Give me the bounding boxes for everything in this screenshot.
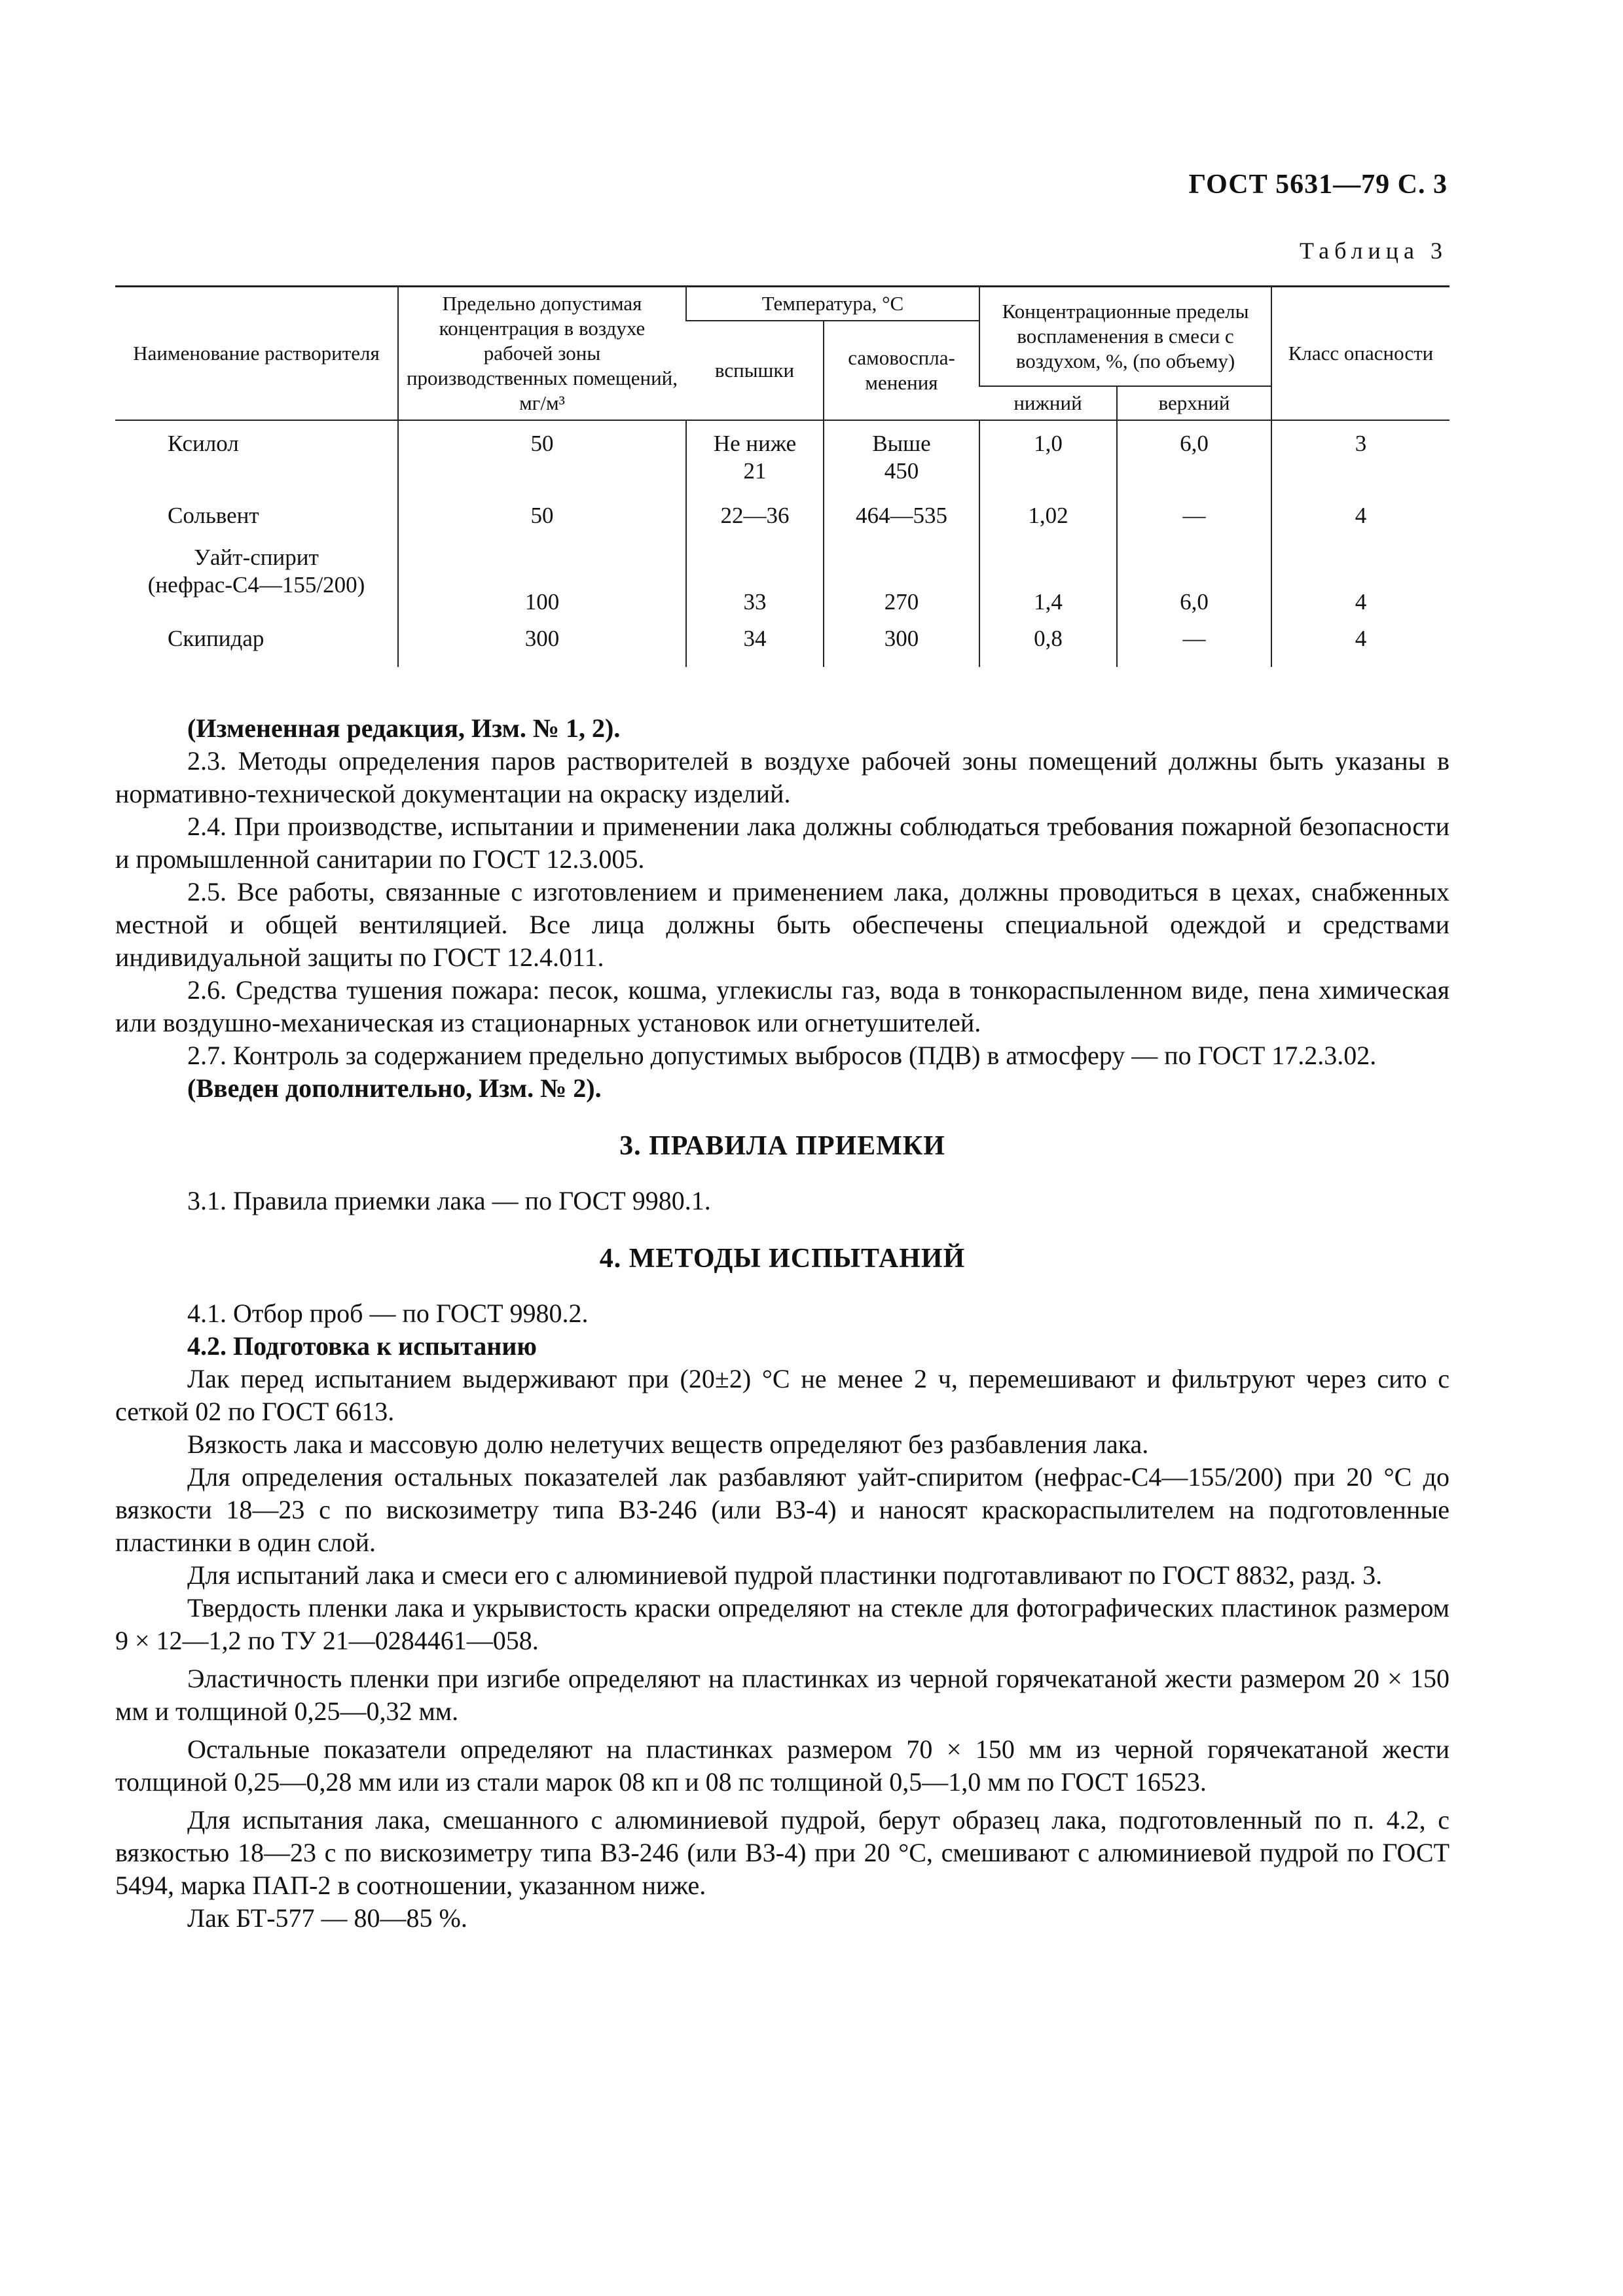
cell-flash: 33 bbox=[686, 544, 824, 616]
paragraph-2-5: 2.5. Все работы, связанные с изготовлением и применением лака, должны проводиться в цехах, снабженных местной и общей вентиляцией. Все лица должны быть обеспечены специальной одеждой и средствами индивидуальной защиты по ГОСТ 12.4.011. bbox=[115, 877, 1450, 972]
paragraph-4-2-c: Для определения остальных показателей лак разбавляют уайт-спиритом (нефрас-С4—155/200) при 20 °С до вязкости 18—23 с по вискозиметру типа ВЗ-246 (или ВЗ-4) и наносят краскораспылителем на подготовленные пластинки в один слой. bbox=[115, 1462, 1450, 1557]
cell-flash: 34 bbox=[686, 616, 824, 667]
table-caption: Таблица 3 bbox=[1300, 238, 1448, 264]
paragraph-4-2-b: Вязкость лака и массовую долю нелетучих веществ определяют без разбавления лака. bbox=[187, 1429, 1149, 1459]
paragraph-2-6: 2.6. Средства тушения пожара: песок, кошма, углекислы газ, вода в тонкораспыленном виде, пена химическая или воздушно-механическая из стационарных установок или огнетушителей. bbox=[115, 975, 1450, 1037]
cell-upper: — bbox=[1117, 616, 1271, 667]
solvents-table bbox=[115, 285, 1450, 667]
paragraph-2-3: 2.3. Методы определения паров растворителей в воздухе рабочей зоны помещений должны быть указаны в нормативно-технической документации на окраску изделий. bbox=[115, 746, 1450, 808]
cell-autoignition: 300 bbox=[824, 616, 979, 667]
paragraph-4-2-i: Лак БТ-577 — 80—85 %. bbox=[187, 1903, 467, 1933]
header-autoignition: самовоспла- менения bbox=[824, 321, 979, 420]
paragraph-4-2-f: Эластичность пленки при изгибе определяют на пластинках из черной горячекатаной жести размером 20 × 150 мм и толщиной 0,25—0,32 мм. bbox=[115, 1664, 1450, 1726]
paragraph-2-7: 2.7. Контроль за содержанием предельно допустимых выбросов (ПДВ) в атмосферу — по ГОСТ 17.2.3.02. bbox=[187, 1041, 1377, 1070]
cell-upper: 6,0 bbox=[1117, 420, 1271, 502]
header-limits: Концентрационные пределы воспламенения в смеси с воздухом, %, (по объему) bbox=[979, 287, 1271, 387]
header-flash: вспышки bbox=[686, 321, 824, 420]
cell-name: Скипидар bbox=[168, 626, 264, 651]
cell-autoignition: Выше 450 bbox=[824, 420, 979, 502]
table-row bbox=[115, 420, 1450, 502]
paragraph-4-2-d: Для испытаний лака и смеси его с алюминиевой пудрой пластинки подготавливают по ГОСТ 8832, разд. 3. bbox=[187, 1560, 1383, 1590]
cell-lower: 1,4 bbox=[979, 544, 1117, 616]
cell-mac: 300 bbox=[398, 616, 686, 667]
cell-flash: 22—36 bbox=[686, 502, 824, 544]
paragraph-4-2-g: Остальные показатели определяют на пластинках размером 70 × 150 мм из черной горячекатаной жести толщиной 0,25—0,28 мм или из стали марок 08 кп и 08 пс толщиной 0,5—1,0 мм по ГОСТ 16523. bbox=[115, 1734, 1450, 1797]
paragraph-3-1: 3.1. Правила приемки лака — по ГОСТ 9980.1. bbox=[187, 1186, 711, 1215]
paragraph-4-2-title: 4.2. Подготовка к испытанию bbox=[187, 1331, 537, 1361]
cell-class: 4 bbox=[1271, 544, 1450, 616]
header-name: Наименование растворителя bbox=[115, 287, 398, 421]
cell-class: 4 bbox=[1271, 502, 1450, 544]
cell-lower: 1,0 bbox=[979, 420, 1117, 502]
cell-autoignition: 270 bbox=[824, 544, 979, 616]
cell-class: 3 bbox=[1271, 420, 1450, 502]
cell-upper: 6,0 bbox=[1117, 544, 1271, 616]
cell-flash: Не ниже 21 bbox=[686, 420, 824, 502]
cell-class: 4 bbox=[1271, 616, 1450, 667]
header-lower: нижний bbox=[979, 386, 1117, 420]
cell-autoignition: 464—535 bbox=[824, 502, 979, 544]
table-row bbox=[115, 502, 1450, 544]
header-upper: верхний bbox=[1117, 386, 1271, 420]
paragraph-4-2-e: Твердость пленки лака и укрывистость краски определяют на стекле для фотографических пластинок размером 9 × 12—1,2 по ТУ 21—0284461—058. bbox=[115, 1593, 1450, 1655]
cell-lower: 0,8 bbox=[979, 616, 1117, 667]
cell-name: Сольвент bbox=[168, 503, 259, 528]
header-mac: Предельно допустимая концентрация в воздухе рабочей зоны производственных помещений, мг/м³ bbox=[398, 287, 686, 421]
cell-mac: 50 bbox=[398, 420, 686, 502]
paragraph-4-2-h: Для испытания лака, смешанного с алюминиевой пудрой, берут образец лака, подготовленный по п. 4.2, с вязкостью 18—23 с по вискозиметру типа ВЗ-246 (или ВЗ-4) при 20 °С, смешивают с алюминиевой пудрой по ГОСТ 5494, марка ПАП-2 в соотношении, указанном ниже. bbox=[115, 1805, 1450, 1900]
table-row bbox=[115, 544, 1450, 616]
body-text bbox=[115, 712, 1450, 1935]
cell-upper: — bbox=[1117, 502, 1271, 544]
amendment-note-1: (Измененная редакция, Изм. № 1, 2). bbox=[187, 713, 621, 743]
header-temperature: Температура, °С bbox=[686, 287, 979, 321]
table-row bbox=[115, 616, 1450, 667]
cell-name: Ксилол bbox=[168, 431, 239, 456]
paragraph-4-2-a: Лак перед испытанием выдерживают при (20±2) °С не менее 2 ч, перемешивают и фильтруют через сито с сеткой 02 по ГОСТ 6613. bbox=[115, 1364, 1450, 1426]
cell-name: Уайт-спирит (нефрас-С4—155/200) bbox=[147, 545, 365, 598]
header-class: Класс опасности bbox=[1271, 287, 1450, 421]
cell-mac: 50 bbox=[398, 502, 686, 544]
paragraph-4-1: 4.1. Отбор проб — по ГОСТ 9980.2. bbox=[187, 1299, 589, 1328]
section-3-title: 3. ПРАВИЛА ПРИЕМКИ bbox=[619, 1131, 945, 1161]
page-header: ГОСТ 5631—79 С. 3 bbox=[1188, 170, 1448, 200]
paragraph-2-4: 2.4. При производстве, испытании и применении лака должны соблюдаться требования пожарной безопасности и промышленной санитарии по ГОСТ 12.3.005. bbox=[115, 812, 1450, 874]
section-4-title: 4. МЕТОДЫ ИСПЫТАНИЙ bbox=[599, 1244, 966, 1274]
amendment-note-2: (Введен дополнительно, Изм. № 2). bbox=[187, 1073, 602, 1103]
cell-mac: 100 bbox=[398, 544, 686, 616]
cell-lower: 1,02 bbox=[979, 502, 1117, 544]
